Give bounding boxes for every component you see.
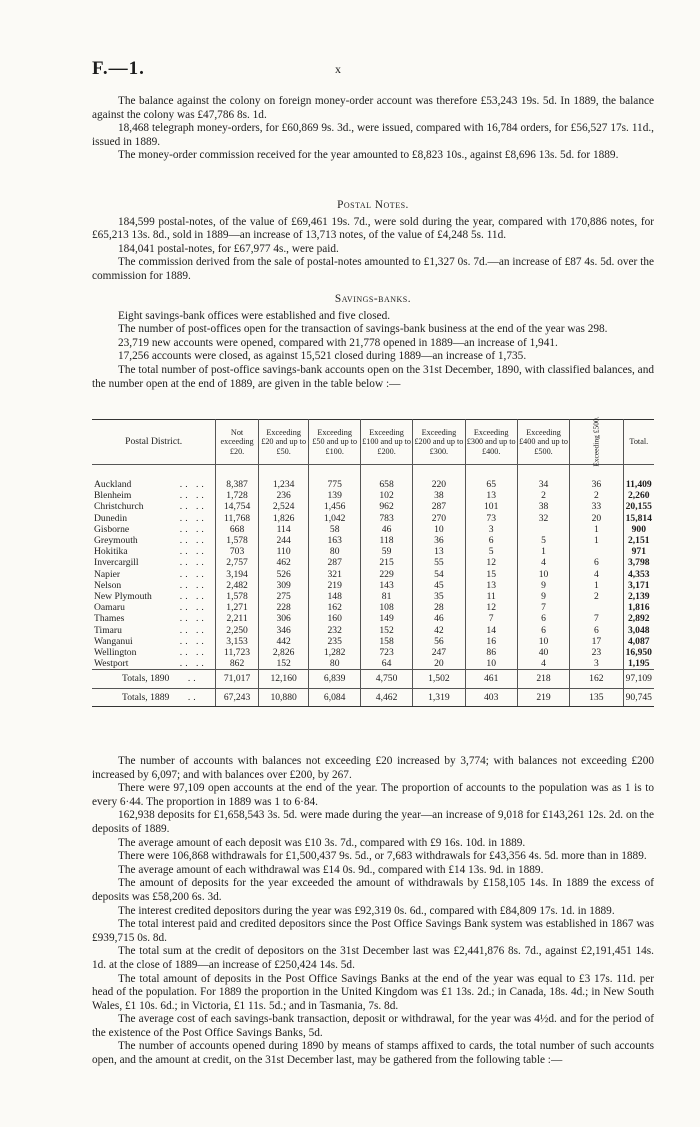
table-cell: 102 bbox=[360, 490, 412, 501]
page-number: x bbox=[335, 62, 342, 76]
paragraph: There were 97,109 open accounts at the end of the year. The proportion of accounts to the population was as 1 is to every 6·44. The proportion in 1889 was 1 to 6·84. bbox=[92, 782, 654, 808]
table-cell: 6,084 bbox=[309, 688, 360, 706]
table-row bbox=[92, 546, 654, 557]
leader-dots: .. .. bbox=[179, 479, 207, 490]
district-name: Dunedin bbox=[94, 512, 128, 524]
column-header: Total. bbox=[623, 420, 654, 465]
table-cell: 45 bbox=[413, 580, 465, 591]
table-cell: 34 bbox=[517, 479, 569, 490]
table-cell: 1,826 bbox=[258, 513, 309, 524]
table-cell: 8,387 bbox=[216, 479, 259, 490]
district-name: Napier bbox=[94, 568, 121, 580]
table-cell: 1,728 bbox=[216, 490, 259, 501]
column-header-label: Exceeding £500. bbox=[591, 416, 601, 468]
paragraph: The average cost of each savings-bank transaction, deposit or withdrawal, for the year was 4½d. and for the period of the existence of the Post Office Savings Banks, 5d. bbox=[92, 1013, 654, 1039]
table-cell: 6,839 bbox=[309, 670, 360, 688]
table-cell: 403 bbox=[465, 688, 517, 706]
table-cell: 108 bbox=[360, 602, 412, 613]
table-cell: 162 bbox=[570, 670, 623, 688]
table-cell: 10 bbox=[465, 658, 517, 670]
table-cell bbox=[623, 465, 654, 480]
table-cell bbox=[309, 465, 360, 480]
table-cell: 1 bbox=[517, 546, 569, 557]
table-cell bbox=[258, 465, 309, 480]
table-cell: 42 bbox=[413, 625, 465, 636]
column-header: Exceeding £300 and up to £400. bbox=[465, 420, 517, 465]
table-cell: 3,798 bbox=[623, 557, 654, 568]
table-cell: 7 bbox=[517, 602, 569, 613]
paragraph: 17,256 accounts were closed, as against 15,521 closed during 1889—an increase of 1,735. bbox=[118, 350, 527, 363]
table-cell: 2,211 bbox=[216, 613, 259, 624]
table-cell: 1,271 bbox=[216, 602, 259, 613]
table-cell: 2,826 bbox=[258, 647, 309, 658]
table-cell bbox=[570, 602, 623, 613]
table-cell: 6 bbox=[570, 625, 623, 636]
table-cell: 16 bbox=[465, 636, 517, 647]
table-cell: 228 bbox=[258, 602, 309, 613]
table-cell: 55 bbox=[413, 557, 465, 568]
table-cell: 247 bbox=[413, 647, 465, 658]
district-name: Nelson bbox=[94, 579, 122, 591]
table-cell: 10 bbox=[517, 569, 569, 580]
paragraph: The average amount of each deposit was £10 3s. 7d., compared with £9 16s. 10d. in 1889. bbox=[118, 836, 526, 849]
table-cell: 1,816 bbox=[623, 602, 654, 613]
table-cell: 1,282 bbox=[309, 647, 360, 658]
table-cell: 90,745 bbox=[623, 688, 654, 706]
paragraph: The total number of post-office savings-bank accounts open on the 31st December, 1890, with classified balances, and the number open at the end of 1889, are given in the table below :— bbox=[92, 363, 654, 390]
paragraph: The money-order commission received for the year amounted to £8,823 10s., against £8,696 13s. 5d. for 1889. bbox=[118, 149, 619, 162]
table-cell: 7 bbox=[570, 613, 623, 624]
table-row bbox=[92, 647, 654, 658]
table-cell: 962 bbox=[360, 501, 412, 512]
table-cell: 4,087 bbox=[623, 636, 654, 647]
table-cell: 4 bbox=[517, 658, 569, 670]
table-cell: 6 bbox=[465, 535, 517, 546]
table-cell: 4 bbox=[517, 557, 569, 568]
table-cell: 668 bbox=[216, 524, 259, 535]
table-row bbox=[92, 490, 654, 501]
table-cell: 23 bbox=[570, 647, 623, 658]
table-row bbox=[92, 501, 654, 512]
paragraph: Eight savings-bank offices were established and five closed. bbox=[118, 309, 391, 322]
table-cell: 16,950 bbox=[623, 647, 654, 658]
table-cell: 4,750 bbox=[360, 670, 412, 688]
table-cell: 139 bbox=[309, 490, 360, 501]
table-header-row bbox=[92, 420, 654, 465]
table-cell bbox=[517, 524, 569, 535]
table-cell: 783 bbox=[360, 513, 412, 524]
table-cell: 80 bbox=[309, 658, 360, 670]
table-cell: 11,409 bbox=[623, 479, 654, 490]
savings-statistics-section bbox=[92, 755, 654, 1068]
column-header: Exceeding £20 and up to £50. bbox=[258, 420, 309, 465]
table-cell: 6 bbox=[517, 613, 569, 624]
table-cell bbox=[570, 546, 623, 557]
table-cell: 275 bbox=[258, 591, 309, 602]
paragraph: The number of accounts with balances not exceeding £20 increased by 3,774; with balances not exceeding £200 increased by 6,097; and with balances over £200, by 267. bbox=[92, 755, 654, 781]
table-cell: 12,160 bbox=[258, 670, 309, 688]
table-cell: 97,109 bbox=[623, 670, 654, 688]
table-cell: 2,524 bbox=[258, 501, 309, 512]
table-cell: 110 bbox=[258, 546, 309, 557]
table-cell: 15 bbox=[465, 569, 517, 580]
table-cell: 12 bbox=[465, 602, 517, 613]
table-cell: 287 bbox=[413, 501, 465, 512]
table-cell: 287 bbox=[309, 557, 360, 568]
paragraph: 18,468 telegraph money-orders, for £60,869 9s. 3d., were issued, compared with 16,784 orders, for £56,527 17s. 11d., issued in 1889. bbox=[92, 122, 654, 148]
column-header: Exceeding £200 and up to £300. bbox=[413, 420, 465, 465]
paragraph: The number of post-offices open for the transaction of savings-bank business at the end of the year was 298. bbox=[118, 323, 608, 336]
table-cell: 1 bbox=[570, 535, 623, 546]
page-reference: F.—1. bbox=[92, 58, 145, 79]
table-cell: 40 bbox=[517, 647, 569, 658]
table-cell: 1,502 bbox=[413, 670, 465, 688]
table-cell: 33 bbox=[570, 501, 623, 512]
table-cell: 1,456 bbox=[309, 501, 360, 512]
table-cell: 2,139 bbox=[623, 591, 654, 602]
table-cell: 2,482 bbox=[216, 580, 259, 591]
paragraph: The interest credited depositors during the year was £92,319 0s. 6d., compared with £84,809 17s. 1d. in 1889. bbox=[118, 904, 615, 917]
savings-banks-section bbox=[92, 290, 654, 391]
district-name: Thames bbox=[94, 613, 125, 625]
paragraph: The amount of deposits for the year exceeded the amount of withdrawals by £158,105 14s. In 1889 the excess of deposits was £58,200 6s. 3d. bbox=[92, 877, 654, 903]
leader-dots: .. .. bbox=[179, 557, 207, 569]
table-cell: 114 bbox=[258, 524, 309, 535]
table-cell: 11,768 bbox=[216, 513, 259, 524]
table-cell: 17 bbox=[570, 636, 623, 647]
table-row bbox=[92, 658, 654, 670]
table-cell: 10 bbox=[517, 636, 569, 647]
table-cell: 306 bbox=[258, 613, 309, 624]
column-header: Postal District. bbox=[92, 420, 216, 465]
district-name: Auckland bbox=[94, 479, 132, 490]
table-cell: 65 bbox=[465, 479, 517, 490]
totals-row-1890 bbox=[92, 670, 654, 688]
table-cell: 13 bbox=[465, 580, 517, 591]
table-cell: 14 bbox=[465, 625, 517, 636]
paragraph: The total sum at the credit of depositors on the 31st December last was £2,441,876 8s. 7d., against £2,191,451 14s. 1d. at the close of 1889—an increase of £250,424 14s. 5d. bbox=[92, 945, 654, 971]
leader-dots: .. .. bbox=[179, 512, 207, 524]
table-cell: 2 bbox=[517, 490, 569, 501]
leader-dots: .. .. bbox=[179, 602, 207, 614]
table-cell: 4 bbox=[570, 569, 623, 580]
table-cell: 20,155 bbox=[623, 501, 654, 512]
table-cell: 13 bbox=[465, 490, 517, 501]
table-row bbox=[92, 513, 654, 524]
table-cell: 219 bbox=[309, 580, 360, 591]
table-cell: 152 bbox=[360, 625, 412, 636]
district-name: Totals, 1889 bbox=[92, 688, 171, 706]
table-cell: 215 bbox=[360, 557, 412, 568]
table-cell bbox=[216, 465, 259, 480]
table-cell: 160 bbox=[309, 613, 360, 624]
table-cell: 236 bbox=[258, 490, 309, 501]
table-cell: 4,353 bbox=[623, 569, 654, 580]
table-cell: 38 bbox=[413, 490, 465, 501]
table-row bbox=[92, 557, 654, 568]
column-header: Exceeding £400 and up to £500. bbox=[517, 420, 569, 465]
table-cell: 11,723 bbox=[216, 647, 259, 658]
leader-dots: .. .. bbox=[179, 490, 207, 502]
table-cell: 86 bbox=[465, 647, 517, 658]
district-name: Wellington bbox=[94, 647, 137, 659]
table-cell: 59 bbox=[360, 546, 412, 557]
table-cell: 971 bbox=[623, 546, 654, 557]
table-cell: 162 bbox=[309, 602, 360, 613]
leader-dots: .. .. bbox=[179, 535, 207, 547]
table-cell: 158 bbox=[360, 636, 412, 647]
table-cell: 11 bbox=[465, 591, 517, 602]
table-cell: 220 bbox=[413, 479, 465, 490]
leader-dots: .. .. bbox=[179, 647, 207, 659]
table-cell: 14,754 bbox=[216, 501, 259, 512]
section-heading: Postal Notes. bbox=[337, 199, 409, 211]
leader-dots: .. bbox=[171, 688, 216, 706]
table-body bbox=[92, 465, 654, 707]
table-cell: 526 bbox=[258, 569, 309, 580]
paragraph: The number of accounts opened during 1890 by means of stamps affixed to cards, the total number of such accounts open, and the amount at credit, on the 31st December last, may be gathered from the following table :— bbox=[92, 1040, 654, 1067]
table-cell: 1,578 bbox=[216, 591, 259, 602]
column-header bbox=[570, 416, 623, 468]
district-name: Invercargill bbox=[94, 557, 139, 569]
leader-dots: .. .. bbox=[179, 591, 207, 603]
table-cell: 10 bbox=[413, 524, 465, 535]
table-cell: 6 bbox=[517, 625, 569, 636]
table-cell: 1 bbox=[570, 524, 623, 535]
table-cell: 38 bbox=[517, 501, 569, 512]
table-cell: 143 bbox=[360, 580, 412, 591]
column-header: Not exceeding £20. bbox=[216, 420, 259, 465]
table-cell: 1,195 bbox=[623, 658, 654, 670]
leader-dots: .. .. bbox=[179, 613, 207, 625]
table-cell: 67,243 bbox=[216, 688, 259, 706]
table-cell: 3 bbox=[570, 658, 623, 670]
table-cell: 73 bbox=[465, 513, 517, 524]
table-cell: 3,048 bbox=[623, 625, 654, 636]
postal-notes-section bbox=[92, 196, 654, 284]
leader-dots: .. .. bbox=[179, 568, 207, 580]
district-name: Timaru bbox=[94, 624, 122, 636]
table-row bbox=[92, 625, 654, 636]
paragraph: The total amount of deposits in the Post Office Savings Banks at the end of the year was equal to £3 17s. 11d. per head of the population. For 1889 the proportion in the United Kingdom was £1 13s. 2d.; in Canada, 18s. 4d.; in New South Wales, £1 10s. 6d.; in Victoria, £1 11s. 5d.; and in Tasmania, 7s. 8d. bbox=[92, 972, 654, 1012]
table-cell: 2,151 bbox=[623, 535, 654, 546]
table-cell: 15,814 bbox=[623, 513, 654, 524]
paragraph: 184,599 postal-notes, of the value of £69,461 19s. 7d., were sold during the year, compared with 170,886 notes, for £65,213 13s. 8d., sold in 1889—an increase of 13,713 notes, of the value of £4,248 5s. 11d. bbox=[92, 215, 654, 242]
table-cell: 462 bbox=[258, 557, 309, 568]
table-cell: 2 bbox=[570, 490, 623, 501]
district-name: Westport bbox=[94, 658, 129, 670]
table-cell: 2,250 bbox=[216, 625, 259, 636]
table-cell: 20 bbox=[413, 658, 465, 670]
table-cell: 270 bbox=[413, 513, 465, 524]
district-name: Greymouth bbox=[94, 535, 138, 547]
table-cell: 5 bbox=[517, 535, 569, 546]
leader-dots: .. .. bbox=[179, 658, 207, 670]
table-row bbox=[92, 602, 654, 613]
table-cell bbox=[465, 465, 517, 480]
table-row bbox=[92, 636, 654, 647]
leader-dots: .. .. bbox=[179, 624, 207, 636]
district-name: Oamaru bbox=[94, 602, 125, 614]
paragraph: The total interest paid and credited depositors since the Post Office Savings Bank system was established in 1867 was £939,715 0s. 8d. bbox=[92, 918, 654, 944]
district-name: Christchurch bbox=[94, 501, 144, 513]
table-cell: 229 bbox=[360, 569, 412, 580]
table-cell: 346 bbox=[258, 625, 309, 636]
table-cell: 862 bbox=[216, 658, 259, 670]
table-cell: 2,260 bbox=[623, 490, 654, 501]
table-cell: 2 bbox=[570, 591, 623, 602]
paragraph: 162,938 deposits for £1,658,543 3s. 5d. were made during the year—an increase of 9,018 for £143,261 12s. 2d. on the deposits of 1889. bbox=[92, 809, 654, 835]
table-cell: 442 bbox=[258, 636, 309, 647]
table-row bbox=[92, 479, 654, 490]
table-cell: 321 bbox=[309, 569, 360, 580]
leader-dots: .. bbox=[171, 670, 216, 688]
table-cell: 71,017 bbox=[216, 670, 259, 688]
table-cell: 9 bbox=[517, 591, 569, 602]
leader-dots: .. .. bbox=[179, 579, 207, 591]
table-cell: 13 bbox=[413, 546, 465, 557]
leader-dots: .. .. bbox=[179, 546, 207, 558]
paragraph: The average amount of each withdrawal was £14 0s. 9d., compared with £14 13s. 9d. in 1889. bbox=[118, 863, 544, 876]
paragraph: The balance against the colony on foreign money-order account was therefore £53,243 19s. 5d. In 1889, the balance against the colony was £47,786 8s. 1d. bbox=[92, 95, 654, 121]
table-cell: 20 bbox=[570, 513, 623, 524]
table-cell: 1,042 bbox=[309, 513, 360, 524]
table-row bbox=[92, 524, 654, 535]
table-cell: 163 bbox=[309, 535, 360, 546]
table-cell bbox=[171, 465, 216, 480]
table-row bbox=[92, 569, 654, 580]
table-cell: 56 bbox=[413, 636, 465, 647]
table-cell: 2,757 bbox=[216, 557, 259, 568]
leader-dots: .. .. bbox=[179, 523, 207, 535]
table-cell: 2,892 bbox=[623, 613, 654, 624]
table-cell: 149 bbox=[360, 613, 412, 624]
table-cell: 244 bbox=[258, 535, 309, 546]
table-cell: 148 bbox=[309, 591, 360, 602]
table-cell: 28 bbox=[413, 602, 465, 613]
table-row bbox=[92, 591, 654, 602]
district-name: Gisborne bbox=[94, 523, 130, 535]
table-cell: 658 bbox=[360, 479, 412, 490]
leader-dots: .. .. bbox=[179, 635, 207, 647]
table-cell: 36 bbox=[413, 535, 465, 546]
table-cell: 1,578 bbox=[216, 535, 259, 546]
paragraph: There were 106,868 withdrawals for £1,500,437 9s. 5d., or 7,683 withdrawals for £43,356 4s. 5d. more than in 1889. bbox=[118, 850, 647, 863]
district-name: Wanganui bbox=[94, 635, 133, 647]
table-cell: 12 bbox=[465, 557, 517, 568]
column-header: Exceeding £50 and up to £100. bbox=[309, 420, 360, 465]
table-cell: 152 bbox=[258, 658, 309, 670]
table-cell: 9 bbox=[517, 580, 569, 591]
paragraph: 184,041 postal-notes, for £67,977 4s., were paid. bbox=[118, 242, 339, 255]
table-row bbox=[92, 613, 654, 624]
table-cell: 6 bbox=[570, 557, 623, 568]
table-cell bbox=[517, 465, 569, 480]
table-cell: 3,194 bbox=[216, 569, 259, 580]
table-cell: 80 bbox=[309, 546, 360, 557]
district-name: Blenheim bbox=[94, 490, 132, 502]
table-cell: 775 bbox=[309, 479, 360, 490]
table-cell: 35 bbox=[413, 591, 465, 602]
table-cell: 101 bbox=[465, 501, 517, 512]
district-name: Totals, 1890 bbox=[92, 670, 171, 688]
table-cell bbox=[413, 465, 465, 480]
table-cell: 64 bbox=[360, 658, 412, 670]
table-cell: 461 bbox=[465, 670, 517, 688]
table-cell bbox=[360, 465, 412, 480]
table-cell: 135 bbox=[570, 688, 623, 706]
totals-row-1889 bbox=[92, 688, 654, 706]
money-order-section bbox=[92, 95, 654, 163]
table-cell: 218 bbox=[517, 670, 569, 688]
table-cell: 900 bbox=[623, 524, 654, 535]
table-cell bbox=[92, 465, 171, 480]
table-cell: 36 bbox=[570, 479, 623, 490]
table-cell: 703 bbox=[216, 546, 259, 557]
district-name: Hokitika bbox=[94, 546, 128, 558]
table-cell: 10,880 bbox=[258, 688, 309, 706]
table-cell: 7 bbox=[465, 613, 517, 624]
table-cell: 232 bbox=[309, 625, 360, 636]
table-cell: 309 bbox=[258, 580, 309, 591]
table-cell: 4,462 bbox=[360, 688, 412, 706]
table-cell: 46 bbox=[360, 524, 412, 535]
table-cell: 3,171 bbox=[623, 580, 654, 591]
table-cell: 723 bbox=[360, 647, 412, 658]
table-cell: 54 bbox=[413, 569, 465, 580]
table-cell: 3 bbox=[465, 524, 517, 535]
table-cell: 235 bbox=[309, 636, 360, 647]
table-cell: 1,319 bbox=[413, 688, 465, 706]
table-cell: 1,234 bbox=[258, 479, 309, 490]
paragraph: 23,719 new accounts were opened, compared with 21,778 opened in 1889—an increase of 1,941. bbox=[118, 336, 558, 349]
column-header: Exceeding £100 and up to £200. bbox=[360, 420, 412, 465]
table-cell: 32 bbox=[517, 513, 569, 524]
table-cell: 118 bbox=[360, 535, 412, 546]
table-cell: 1 bbox=[570, 580, 623, 591]
paragraph: The commission derived from the sale of postal-notes amounted to £1,327 0s. 7d.—an increase of £87 4s. 5d. over the commission for 1889. bbox=[92, 256, 654, 282]
table-cell: 46 bbox=[413, 613, 465, 624]
table-cell: 58 bbox=[309, 524, 360, 535]
spacer-row bbox=[92, 465, 654, 480]
section-heading: Savings-banks. bbox=[334, 293, 412, 305]
table-cell: 5 bbox=[465, 546, 517, 557]
savings-accounts-table bbox=[92, 416, 654, 707]
table-cell: 219 bbox=[517, 688, 569, 706]
table-row bbox=[92, 580, 654, 591]
district-name: New Plymouth bbox=[94, 591, 152, 603]
leader-dots: .. .. bbox=[179, 501, 207, 513]
table-cell: 81 bbox=[360, 591, 412, 602]
table-cell: 3,153 bbox=[216, 636, 259, 647]
table-row bbox=[92, 535, 654, 546]
